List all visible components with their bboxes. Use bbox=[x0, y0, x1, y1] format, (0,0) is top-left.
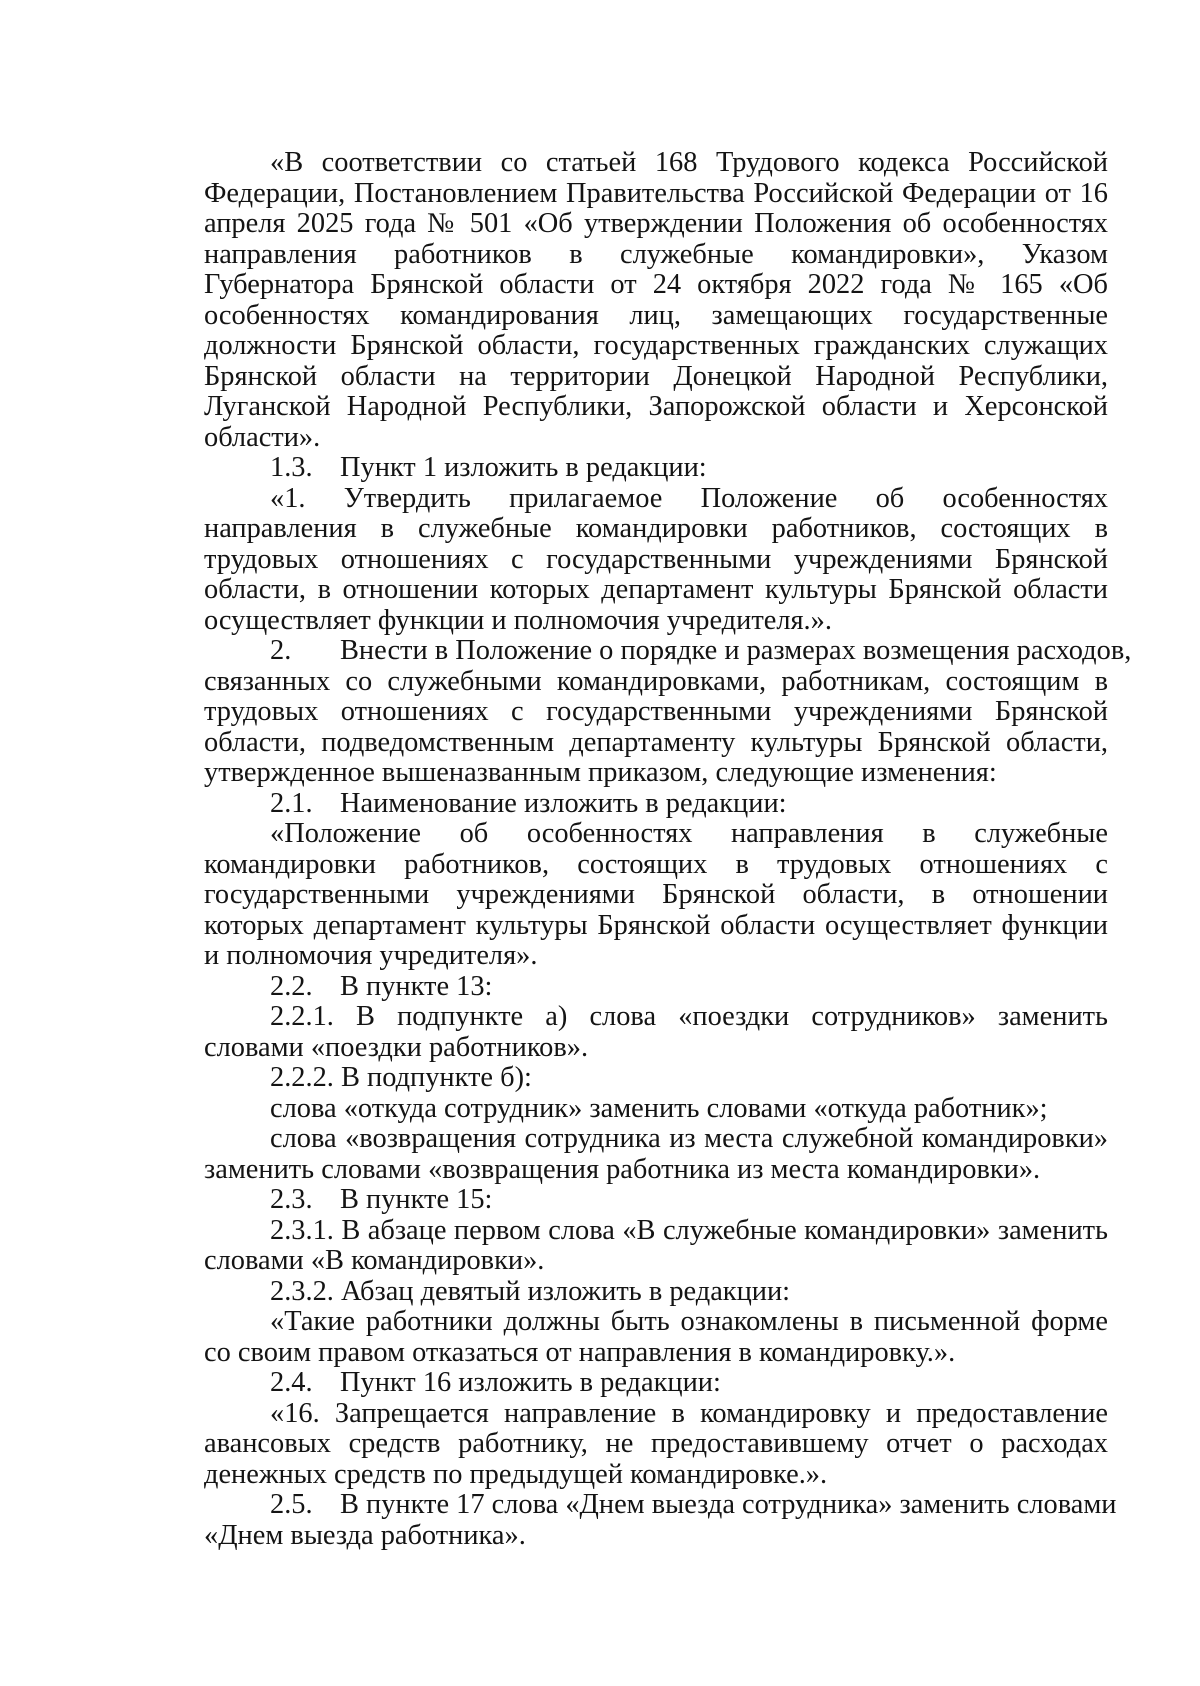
item-text: Наименование изложить в редакции: bbox=[340, 787, 787, 819]
paragraph-2-2-1: 2.2.1. В подпункте а) слова «поездки сотрудников» заменить словами «поездки работников». bbox=[204, 1001, 1108, 1063]
paragraph-point-16: «16. Запрещается направление в командировку и предоставление авансовых средств работнику, не предоставившему отчет о расходах денежных средств по предыдущей командировке.». bbox=[204, 1397, 1108, 1490]
item-text: В пункте 17 слова «Днем выезда сотрудника» заменить словами bbox=[340, 1489, 1117, 1520]
item-2-1 bbox=[204, 789, 1108, 820]
item-2-3 bbox=[204, 1185, 1108, 1216]
item-number: 2.2. bbox=[270, 970, 313, 1002]
item-2-2 bbox=[204, 972, 1108, 1003]
item-text: Внести в Положение о порядке и размерах возмещения расходов, bbox=[340, 635, 1132, 666]
item-number: 2.5. bbox=[270, 1489, 313, 1520]
item-number: 2.3. bbox=[270, 1184, 313, 1215]
item-number: 1.3. bbox=[270, 452, 313, 483]
item-1-3 bbox=[204, 453, 1108, 484]
item-number: 2.4. bbox=[270, 1367, 313, 1398]
paragraph-title-quote: «Положение об особенностях направления в служебные командировки работников, состоящих в трудовых отношениях с государственными учреждениями Брянской области, в отношении которых департамент культуры Брянской области осуществляет функции и полномочия учредителя». bbox=[204, 818, 1108, 971]
paragraph-item-2-continued: связанных со служебными командировками, работникам, состоящим в трудовых отношениях с государственными учреждениями Брянской области, подведомственным департаменту культуры Брянской области, утвержденное вышеназванным приказом, следующие изменения: bbox=[204, 665, 1108, 788]
item-number: 2. bbox=[270, 635, 292, 666]
item-2 bbox=[204, 635, 1132, 667]
paragraph-2-3-1: 2.3.1. В абзаце первом слова «В служебные командировки» заменить словами «В командировки». bbox=[204, 1214, 1108, 1276]
paragraph-item-2-5-continued: «Днем выезда работника». bbox=[204, 1519, 526, 1551]
paragraph-words-2: слова «возвращения сотрудника из места служебной командировки» заменить словами «возвращения работника из места командировки». bbox=[204, 1123, 1108, 1185]
paragraph-2-2-2: 2.2.2. В подпункте б): bbox=[270, 1062, 532, 1093]
item-number: 2.1. bbox=[270, 787, 313, 819]
item-text: В пункте 13: bbox=[340, 970, 493, 1002]
item-2-4 bbox=[204, 1368, 1108, 1399]
paragraph-words-1: слова «откуда сотрудник» заменить словами «откуда работник»; bbox=[270, 1092, 1048, 1124]
item-text: Пункт 16 изложить в редакции: bbox=[340, 1367, 721, 1398]
document-page bbox=[204, 147, 1132, 1551]
item-text: В пункте 15: bbox=[340, 1184, 493, 1215]
paragraph-preamble: «В соответствии со статьей 168 Трудового кодекса Российской Федерации, Постановлением Правительства Российской Федерации от 16 апреля 2025 года № 501 «Об утверждении Положения об особенностях направления работников в служебные командировки», Указом Губернатора Брянской области от 24 октября 2022 года № 165 «Об особенностях командирования лиц, замещающих государственные должности Брянской области, государственных гражданских служащих Брянской области на территории Донецкой Народной Республики, Луганской Народной Республики, Запорожской области и Херсонской области». bbox=[204, 147, 1108, 453]
paragraph-2-3-2: 2.3.2. Абзац девятый изложить в редакции: bbox=[270, 1275, 791, 1307]
paragraph-quote-workers: «Такие работники должны быть ознакомлены в письменной форме со своим правом отказаться от направления в командировку.». bbox=[204, 1306, 1108, 1368]
item-2-5 bbox=[204, 1489, 1117, 1521]
item-text: Пункт 1 изложить в редакции: bbox=[340, 452, 707, 483]
paragraph-point-1: «1. Утвердить прилагаемое Положение об особенностях направления в служебные командировки работников, состоящих в трудовых отношениях с государственными учреждениями Брянской области, в отношении которых департамент культуры Брянской области осуществляет функции и полномочия учредителя.». bbox=[204, 482, 1108, 636]
